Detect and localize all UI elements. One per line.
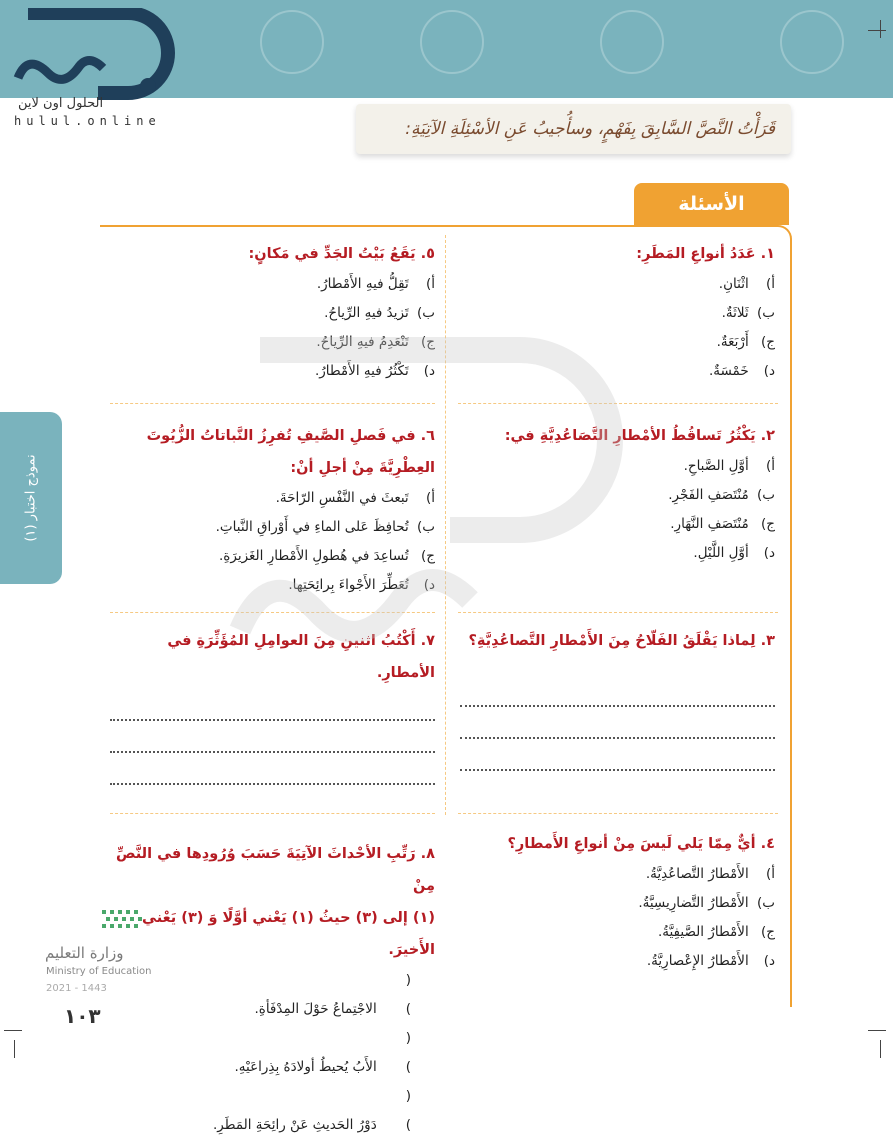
question-2 [460, 420, 775, 568]
answer-option[interactable] [460, 947, 775, 976]
option-text: الأَمْطارُ الصَّيفِيَّةُ. [657, 924, 749, 940]
side-tab [0, 412, 62, 584]
option-text: اثْنَانِ. [718, 276, 749, 292]
option-letter: أ) [765, 458, 775, 474]
side-tab-label: نموذج اختبار (١) [23, 454, 39, 542]
crop-mark [880, 20, 881, 38]
instruction-banner: قَرَأْتُ النَّصَّ السَّابِقَ بِفَهْمٍ، وسأُجيبُ عَنِ الأسْئِلَةِ الآتِيَةِ: [356, 104, 791, 154]
option-letter: أ) [425, 276, 435, 292]
ministry-name-en: Ministry of Education [46, 966, 152, 977]
column-divider [445, 235, 447, 815]
option-text: الأَمْطارُ التَّضارِيسِيَّةُ. [638, 895, 749, 911]
order-blank[interactable]: ( ) [405, 1030, 435, 1075]
option-text: تُساعِدَ في هُطولِ الأَمْطارِ الغَزيرَةِ. [219, 548, 409, 564]
question-8 [115, 838, 435, 1140]
question-title: ٨. رَتِّبِ الأحْداثَ الآتِيَةَ حَسَبَ وُرُودِها في النَّصِّ مِنْ [115, 846, 435, 894]
option-letter: ب) [757, 305, 775, 321]
answer-line[interactable] [110, 721, 435, 753]
question-5 [110, 238, 435, 386]
question-title: ٤. أيٌّ مِمّا يَلي لَيسَ مِنْ أنواعِ الأَمطارِ؟ [507, 836, 775, 852]
option-letter: ج) [761, 334, 775, 350]
option-text: تَزيدُ فيهِ الرِّياحُ. [324, 305, 409, 321]
question-title-line2: (١) إلى (٣) حيثُ (١) يَعْني أوَّلًا وَ (٣) يَعْني الأَخيرَ. [142, 910, 435, 958]
option-text: الأَمْطارُ التَّصاعُدِيَّةُ. [645, 866, 749, 882]
option-letter: ب) [417, 519, 435, 535]
crop-mark [868, 1030, 886, 1031]
crop-mark [14, 1040, 15, 1058]
option-text: مُنْتَصَفِ النَّهَارِ. [670, 516, 749, 532]
answer-line[interactable] [110, 753, 435, 785]
ministry-name-ar: وزارة التعليم [45, 944, 124, 962]
option-letter: ج) [761, 516, 775, 532]
logo-english-text: hulul.online [14, 114, 161, 128]
question-title: ٦. في فَصلِ الصَّيفِ تُفرِزُ النَّباتاتُ الزُّيُوتَ [146, 428, 435, 444]
option-letter: ب) [757, 487, 775, 503]
option-text: خَمْسَةٌ. [708, 363, 749, 379]
question-6 [110, 420, 435, 600]
option-text: تَبعثَ في النَّفْسِ الرّاحَةَ. [275, 490, 409, 506]
section-title: الأسئلة [634, 183, 789, 225]
option-letter: أ) [765, 276, 775, 292]
answer-option[interactable] [460, 481, 775, 510]
answer-option[interactable] [110, 513, 435, 542]
option-text: تَنْعَدِمُ فيهِ الرِّياحُ. [316, 334, 409, 350]
answer-option[interactable] [460, 539, 775, 568]
crop-mark [880, 1040, 881, 1058]
logo-arabic-text: الحلول اون لاين [18, 96, 104, 111]
hulul-logo-mark [8, 8, 178, 103]
question-title: ١. عَدَدُ أنواعِ المَطَرِ: [636, 246, 775, 262]
option-letter: ج) [421, 334, 435, 350]
decor-circle [420, 10, 484, 74]
answer-line[interactable] [460, 675, 775, 707]
answer-option[interactable] [460, 299, 775, 328]
answer-option[interactable] [460, 328, 775, 357]
decor-circle [780, 10, 844, 74]
row-divider [110, 612, 435, 613]
answer-option[interactable] [460, 270, 775, 299]
option-letter: ب) [757, 895, 775, 911]
order-item-text: الاجْتِماعُ حَوْلَ المِدْفَأةِ. [254, 1001, 377, 1017]
crop-mark [4, 1030, 22, 1031]
option-letter: د) [423, 577, 435, 593]
answer-option[interactable] [110, 571, 435, 600]
answer-option[interactable] [110, 270, 435, 299]
option-text: أوَّلِ الصَّباحِ. [683, 458, 749, 474]
answer-option[interactable] [110, 484, 435, 513]
answer-option[interactable] [460, 860, 775, 889]
order-item[interactable] [170, 1082, 435, 1140]
answer-option[interactable] [460, 357, 775, 386]
question-title: ٥. يَقَعُ بَيْتُ الجَدِّ في مَكانٍ: [248, 246, 435, 262]
order-item[interactable] [170, 1024, 435, 1082]
row-divider [458, 403, 778, 404]
option-letter: د) [423, 363, 435, 379]
option-letter: ب) [417, 305, 435, 321]
option-letter: أ) [425, 490, 435, 506]
question-title: ٧. أَكْتُبُ اثنينِ مِنَ العوامِلِ المُؤَثِّرَةِ في [167, 633, 435, 649]
order-blank[interactable]: ( ) [405, 972, 435, 1017]
question-1 [460, 238, 775, 386]
option-text: أَرْبَعَةٌ. [716, 334, 749, 350]
option-text: الأَمْطارُ الإِعْصارِيَّةُ. [646, 953, 749, 969]
question-title-line2: الأمطارِ. [376, 665, 435, 681]
page-number: ١٠٣ [64, 1004, 101, 1028]
option-text: أوَّلِ اللَّيْلِ. [693, 545, 749, 561]
ministry-year: 2021 - 1443 [46, 983, 107, 994]
order-item-text: دَوْرُ الحَديثِ عَنْ رائِحَةِ المَطَرِ. [213, 1117, 377, 1133]
question-title-line2: العِطْرِيَّةَ مِنْ أجلِ أنْ: [290, 460, 435, 476]
answer-line[interactable] [110, 689, 435, 721]
option-letter: ج) [761, 924, 775, 940]
answer-option[interactable] [460, 918, 775, 947]
row-divider [458, 813, 778, 814]
question-title: ٢. يَكْثُرُ تَساقُطُ الأمْطارِ التَّصَاعُدِيَّةِ في: [504, 428, 775, 444]
option-letter: د) [763, 545, 775, 561]
answer-line[interactable] [460, 707, 775, 739]
order-item[interactable] [170, 966, 435, 1024]
option-letter: ج) [421, 548, 435, 564]
answer-option[interactable] [110, 357, 435, 386]
question-7 [110, 625, 435, 785]
ministry-logo-icon [44, 904, 164, 944]
option-text: ثَلاثَةٌ. [721, 305, 749, 321]
row-divider [110, 813, 435, 814]
answer-option[interactable] [110, 328, 435, 357]
crop-mark [868, 30, 886, 31]
answer-option[interactable] [460, 889, 775, 918]
answer-option[interactable] [110, 542, 435, 571]
row-divider [458, 612, 778, 613]
option-text: مُنْتَصَفِ الفَجْرِ. [668, 487, 749, 503]
order-blank[interactable]: ( ) [405, 1088, 435, 1133]
option-letter: أ) [765, 866, 775, 882]
option-letter: د) [763, 363, 775, 379]
row-divider [110, 403, 435, 404]
answer-option[interactable] [460, 510, 775, 539]
question-4 [460, 828, 775, 976]
answer-option[interactable] [460, 452, 775, 481]
answer-option[interactable] [110, 299, 435, 328]
option-letter: د) [763, 953, 775, 969]
order-item-text: الأَبُ يُحيطُ أولادَهُ بِذِراعَيْهِ. [234, 1059, 377, 1075]
option-text: تَقِلُّ فيهِ الأَمْطارُ. [316, 276, 409, 292]
question-title: ٣. لِماذا يَقْلَقُ الفَلّاحُ مِنَ الأَمْطارِ التَّصاعُدِيَّةِ؟ [468, 633, 775, 649]
option-text: تُعَطِّرَ الأَجْواءَ بِرائِحَتِها. [288, 577, 409, 593]
answer-line[interactable] [460, 739, 775, 771]
decor-circle [260, 10, 324, 74]
option-text: تُحافِظَ عَلى الماءِ في أَوْراقِ النَّباتِ. [215, 519, 409, 535]
option-text: تَكْثُرُ فيهِ الأَمْطارُ. [314, 363, 409, 379]
decor-circle [600, 10, 664, 74]
question-3 [460, 625, 775, 771]
